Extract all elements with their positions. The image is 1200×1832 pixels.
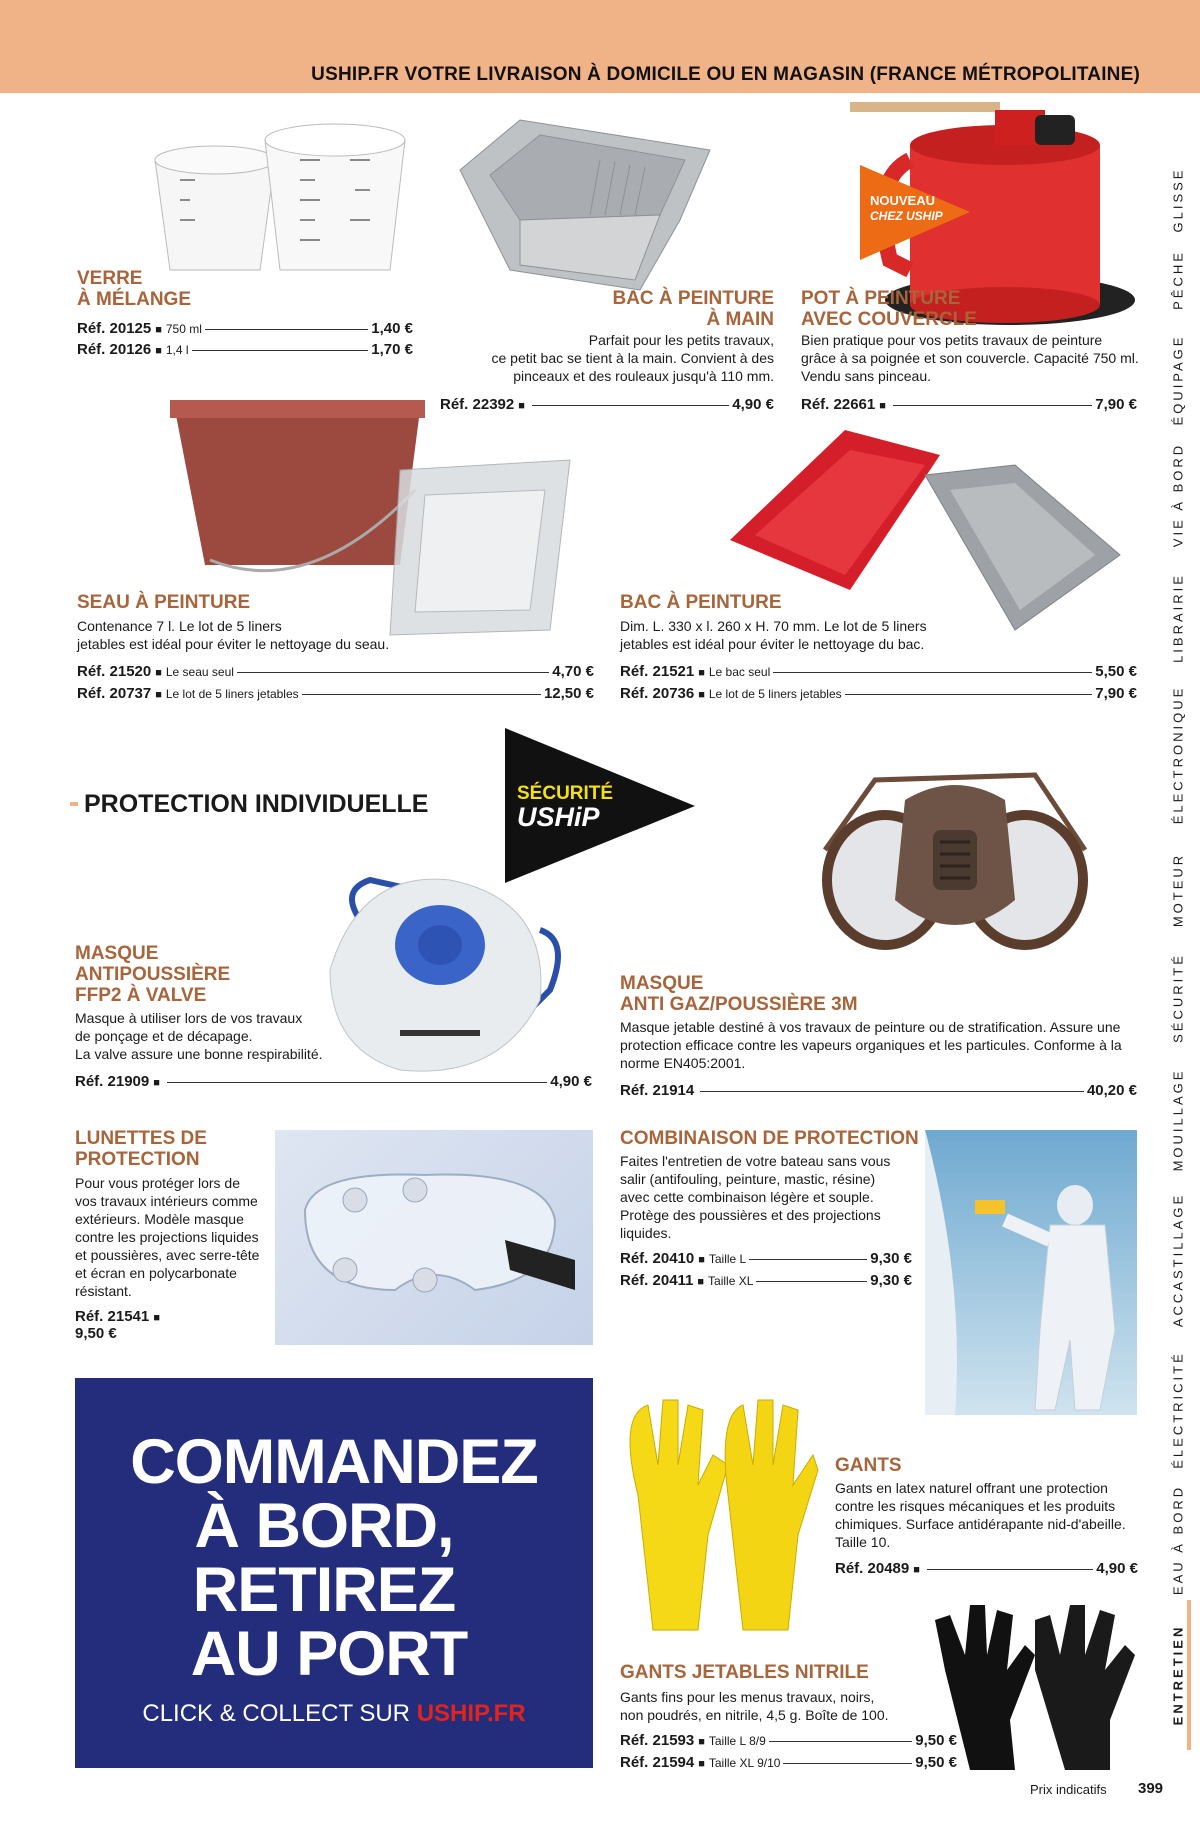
desc-line: jetables est idéal pour éviter le nettoyage du bac. [620, 636, 925, 652]
ref-number: Réf. 20410 [620, 1250, 695, 1267]
promo-line4: AU PORT [190, 1619, 468, 1689]
3m-ref [620, 1082, 1137, 1099]
side-nav-item-electronique[interactable]: ÉLECTRONIQUE [1170, 685, 1186, 825]
ref-price: 12,50 € [543, 685, 594, 702]
desc-line: contre les projections liquides [75, 1229, 259, 1245]
combinaison-ref-2: Réf. 20411 ■ Taille XL 9,30 € [620, 1272, 912, 1289]
footer-note: Prix indicatifs [1030, 1782, 1107, 1797]
verre-title-line2: À MÉLANGE [77, 289, 191, 310]
bac-title: BAC À PEINTURE [620, 592, 782, 613]
pot-ref: Réf. 22661 ■ 7,90 € [801, 396, 1137, 413]
side-nav-item-eau-a-bord[interactable]: EAU À BORD [1170, 1484, 1186, 1596]
ref-variant: 750 ml [165, 322, 202, 336]
side-nav-item-vie-a-bord[interactable]: VIE À BORD [1170, 442, 1186, 548]
desc-line: Parfait pour les petits travaux, [588, 332, 774, 348]
verre-ref-1: Réf. 20125 ■ 750 ml 1,40 € [77, 320, 413, 337]
side-nav-item-librairie[interactable]: LIBRAIRIE [1170, 573, 1186, 663]
desc-line: Masque jetable destiné à vos travaux de peinture ou de stratification. Assure une [620, 1019, 1121, 1035]
ref-price: 1,40 € [371, 320, 413, 337]
3m-title-line1: MASQUE [620, 973, 704, 994]
ref-price: 7,90 € [1095, 685, 1137, 702]
securite-badge-line1: SÉCURITÉ [517, 783, 614, 804]
ref-price: 4,90 € [550, 1073, 592, 1090]
ref-number: Réf. 21914 [620, 1082, 695, 1099]
desc-line: Taille 10. [835, 1534, 891, 1550]
header-tagline [311, 64, 1140, 86]
hand-tray-image [450, 110, 715, 295]
side-nav-item-entretien[interactable]: ENTRETIEN [1170, 1624, 1186, 1726]
ffp2-title-line1: MASQUE [75, 943, 159, 964]
bac-main-title [520, 288, 774, 330]
side-nav-labels [1150, 140, 1200, 1760]
ffp2-desc [75, 1009, 395, 1063]
ref-number: Réf. 21593 [620, 1732, 695, 1749]
verre-ref-2: Réf. 20126 ■ 1,4 l 1,70 € [77, 341, 413, 358]
ffp2-ref: Réf. 21909 ■ 4,90 € [75, 1073, 592, 1090]
ref-price: 1,70 € [371, 341, 413, 358]
new-badge-line2: CHEZ USHIP [870, 209, 943, 223]
ffp2-title-line2: ANTIPOUSSIÈRE [75, 964, 231, 985]
bac-main-desc [440, 331, 774, 385]
ref-price: 9,50 € [915, 1732, 957, 1749]
desc-line: Bien pratique pour vos petits travaux de peinture [801, 332, 1103, 348]
ref-variant: Taille XL [708, 1274, 754, 1288]
side-nav-active-marker [1187, 1600, 1191, 1750]
side-nav-item-glisse[interactable]: GLISSE [1170, 167, 1186, 233]
ref-price: 4,90 € [732, 396, 774, 413]
lunettes-title-line1: LUNETTES DE [75, 1128, 207, 1149]
ref-variant: 1,4 l [165, 343, 189, 357]
pot-title [801, 288, 977, 330]
desc-line: de ponçage et de décapage. [75, 1028, 253, 1044]
pot-title-line2: AVEC COUVERCLE [801, 309, 977, 330]
ref-number: Réf. 20126 [77, 341, 152, 358]
3m-mask-image [815, 770, 1095, 970]
seau-desc [77, 617, 417, 653]
gants-desc [835, 1479, 1135, 1551]
coverall-image [925, 1130, 1137, 1415]
promo-line2: À BORD, [194, 1491, 454, 1561]
ref-variant: Taille L [708, 1252, 747, 1266]
desc-line: pinceaux et des rouleaux jusqu'à 110 mm. [513, 368, 774, 384]
desc-line: avec cette combinaison légère et souple. [620, 1189, 874, 1205]
desc-line: Vendu sans pinceau. [801, 368, 931, 384]
ref-variant: Le lot de 5 liners jetables [165, 687, 299, 701]
desc-line: chimiques. Surface antidérapante nid-d'abeille. [835, 1516, 1126, 1532]
side-nav-item-electricite[interactable]: ÉLECTRICITÉ [1170, 1351, 1186, 1469]
ref-price: 9,30 € [870, 1272, 912, 1289]
ref-number: Réf. 21909 [75, 1073, 150, 1090]
lunettes-title-line2: PROTECTION [75, 1149, 200, 1170]
combinaison-title: COMBINAISON DE PROTECTION [620, 1128, 919, 1149]
side-nav-item-equipage[interactable]: ÉQUIPAGE [1170, 334, 1186, 426]
mixing-cups-image [150, 120, 430, 280]
side-nav-item-peche[interactable]: PÊCHE [1170, 250, 1186, 310]
side-nav-item-accastillage[interactable]: ACCASTILLAGE [1170, 1192, 1186, 1328]
desc-line: extérieurs. Modèle masque [75, 1211, 244, 1227]
ref-number: Réf. 20736 [620, 685, 695, 702]
bac-main-ref: Réf. 22392 ■ 4,90 € [440, 396, 774, 413]
verre-title [77, 268, 191, 310]
desc-line: et poussières, avec serre-tête [75, 1247, 260, 1263]
ref-price: 9,50 € [75, 1325, 117, 1342]
desc-line: salir (antifouling, peinture, mastic, résine) [620, 1171, 876, 1187]
lunettes-ref: Réf. 21541 ■ 9,50 € [75, 1308, 161, 1342]
bac-ref-2: Réf. 20736 ■ Le lot de 5 liners jetables 7,90 € [620, 685, 1137, 702]
ref-variant: Taille L 8/9 [708, 1734, 766, 1748]
ref-number: Réf. 20737 [77, 685, 152, 702]
ref-variant: Taille XL 9/10 [708, 1756, 781, 1770]
combinaison-ref-1: Réf. 20410 ■ Taille L 9,30 € [620, 1250, 912, 1267]
ref-number: Réf. 20125 [77, 320, 152, 337]
desc-line: vos travaux intérieurs comme [75, 1193, 258, 1209]
nitrile-title: GANTS JETABLES NITRILE [620, 1662, 869, 1683]
ffp2-title-line3: FFP2 À VALVE [75, 985, 207, 1006]
seau-ref-1: Réf. 21520 ■ Le seau seul 4,70 € [77, 663, 594, 680]
desc-line: norme EN405:2001. [620, 1055, 746, 1071]
promo-cta: CLICK & COLLECT SUR [142, 1700, 411, 1727]
combinaison-desc [620, 1152, 920, 1242]
nitrile-gloves-image [925, 1600, 1140, 1775]
desc-line: La valve assure une bonne respirabilité. [75, 1046, 323, 1062]
ref-variant: Le lot de 5 liners jetables [708, 687, 842, 701]
desc-line: Protège des poussières et des projections [620, 1207, 881, 1223]
side-nav-item-moteur[interactable]: MOTEUR [1170, 852, 1186, 928]
promo-line3: RETIREZ [192, 1555, 456, 1625]
click-collect-promo[interactable] [75, 1378, 593, 1768]
gants-ref: Réf. 20489 ■ 4,90 € [835, 1560, 1138, 1577]
pot-title-line1: POT À PEINTURE [801, 288, 961, 309]
ref-price: 4,70 € [552, 663, 594, 680]
desc-line: non poudrés, en nitrile, 4,5 g. Boîte de 100. [620, 1707, 889, 1723]
side-nav-item-mouillage[interactable]: MOUILLAGE [1170, 1068, 1186, 1172]
desc-line: Pour vous protéger lors de [75, 1175, 240, 1191]
ref-number: Réf. 22392 [440, 396, 515, 413]
ref-number: Réf. 21541 [75, 1308, 150, 1325]
securite-badge-line2: USHiP [517, 802, 600, 832]
nitrile-desc [620, 1688, 920, 1724]
ref-number: Réf. 21521 [620, 663, 695, 680]
new-badge [860, 165, 970, 260]
latex-gloves-image [618, 1395, 823, 1635]
desc-line: Masque à utiliser lors de vos travaux [75, 1010, 303, 1026]
promo-cta-link[interactable]: USHIP.FR [416, 1700, 526, 1727]
ref-number: Réf. 20489 [835, 1560, 910, 1577]
desc-line: Gants fins pour les menus travaux, noirs, [620, 1689, 875, 1705]
tagline-text: VOTRE LIVRAISON À DOMICILE OU EN MAGASIN (FRANCE MÉTROPOLITAINE) [404, 64, 1140, 85]
desc-line: Gants en latex naturel offrant une protection [835, 1480, 1108, 1496]
nitrile-ref-2: Réf. 21594 ■ Taille XL 9/10 9,50 € [620, 1754, 957, 1771]
ffp2-title [75, 943, 230, 1006]
3m-title [620, 973, 858, 1015]
ref-price: 7,90 € [1095, 396, 1137, 413]
ref-variant: Le bac seul [708, 665, 771, 679]
desc-line: et écran en polycarbonate [75, 1265, 237, 1281]
bac-desc [620, 617, 980, 653]
desc-line: Dim. L. 330 x l. 260 x H. 70 mm. Le lot de 5 liners [620, 618, 927, 634]
promo-line1: COMMANDEZ [130, 1427, 538, 1497]
desc-line: Contenance 7 l. Le lot de 5 liners [77, 618, 282, 634]
ref-variant: Le seau seul [165, 665, 234, 679]
ref-number: Réf. 22661 [801, 396, 876, 413]
desc-line: Faites l'entretien de votre bateau sans vous [620, 1153, 891, 1169]
3m-title-line2: ANTI GAZ/POUSSIÈRE 3M [620, 994, 858, 1015]
ref-price: 40,20 € [1086, 1082, 1137, 1099]
desc-line: ce petit bac se tient à la main. Convient à des [491, 350, 774, 366]
bac-ref-1: Réf. 21521 ■ Le bac seul 5,50 € [620, 663, 1137, 680]
seau-ref-2: Réf. 20737 ■ Le lot de 5 liners jetables 12,50 € [77, 685, 594, 702]
verre-title-line1: VERRE [77, 268, 143, 289]
section-title: PROTECTION INDIVIDUELLE [78, 790, 434, 819]
gants-title: GANTS [835, 1455, 902, 1476]
desc-line: résistant. [75, 1283, 132, 1299]
ref-price: 4,90 € [1096, 1560, 1138, 1577]
ref-number: Réf. 20411 [620, 1272, 694, 1289]
goggles-image [275, 1130, 593, 1345]
ref-number: Réf. 21520 [77, 663, 152, 680]
desc-line: jetables est idéal pour éviter le nettoyage du seau. [77, 636, 390, 652]
3m-desc [620, 1018, 1140, 1072]
desc-line: protection efficace contre les vapeurs organiques et les particules. Conforme à la [620, 1037, 1122, 1053]
bac-main-title-line2: À MAIN [706, 309, 774, 330]
bac-main-title-line1: BAC À PEINTURE [612, 288, 774, 309]
pot-desc [801, 331, 1141, 385]
ref-price: 5,50 € [1095, 663, 1137, 680]
paint-tray-image [725, 425, 1125, 635]
nitrile-ref-1: Réf. 21593 ■ Taille L 8/9 9,50 € [620, 1732, 957, 1749]
lunettes-desc [75, 1174, 265, 1300]
desc-line: contre les risques mécaniques et les produits [835, 1498, 1116, 1514]
lunettes-title [75, 1128, 207, 1170]
desc-line: liquides. [620, 1225, 672, 1241]
page-number: 399 [1138, 1780, 1164, 1797]
securite-badge [505, 728, 695, 883]
side-nav-item-securite[interactable]: SÉCURITÉ [1170, 953, 1186, 1043]
desc-line: grâce à sa poignée et son couvercle. Capacité 750 ml. [801, 350, 1139, 366]
brand-link[interactable]: USHIP.FR [311, 64, 399, 85]
new-badge-line1: NOUVEAU [870, 193, 936, 208]
ref-price: 9,50 € [915, 1754, 957, 1771]
ref-number: Réf. 21594 [620, 1754, 695, 1771]
seau-title: SEAU À PEINTURE [77, 592, 251, 613]
ref-price: 9,30 € [870, 1250, 912, 1267]
